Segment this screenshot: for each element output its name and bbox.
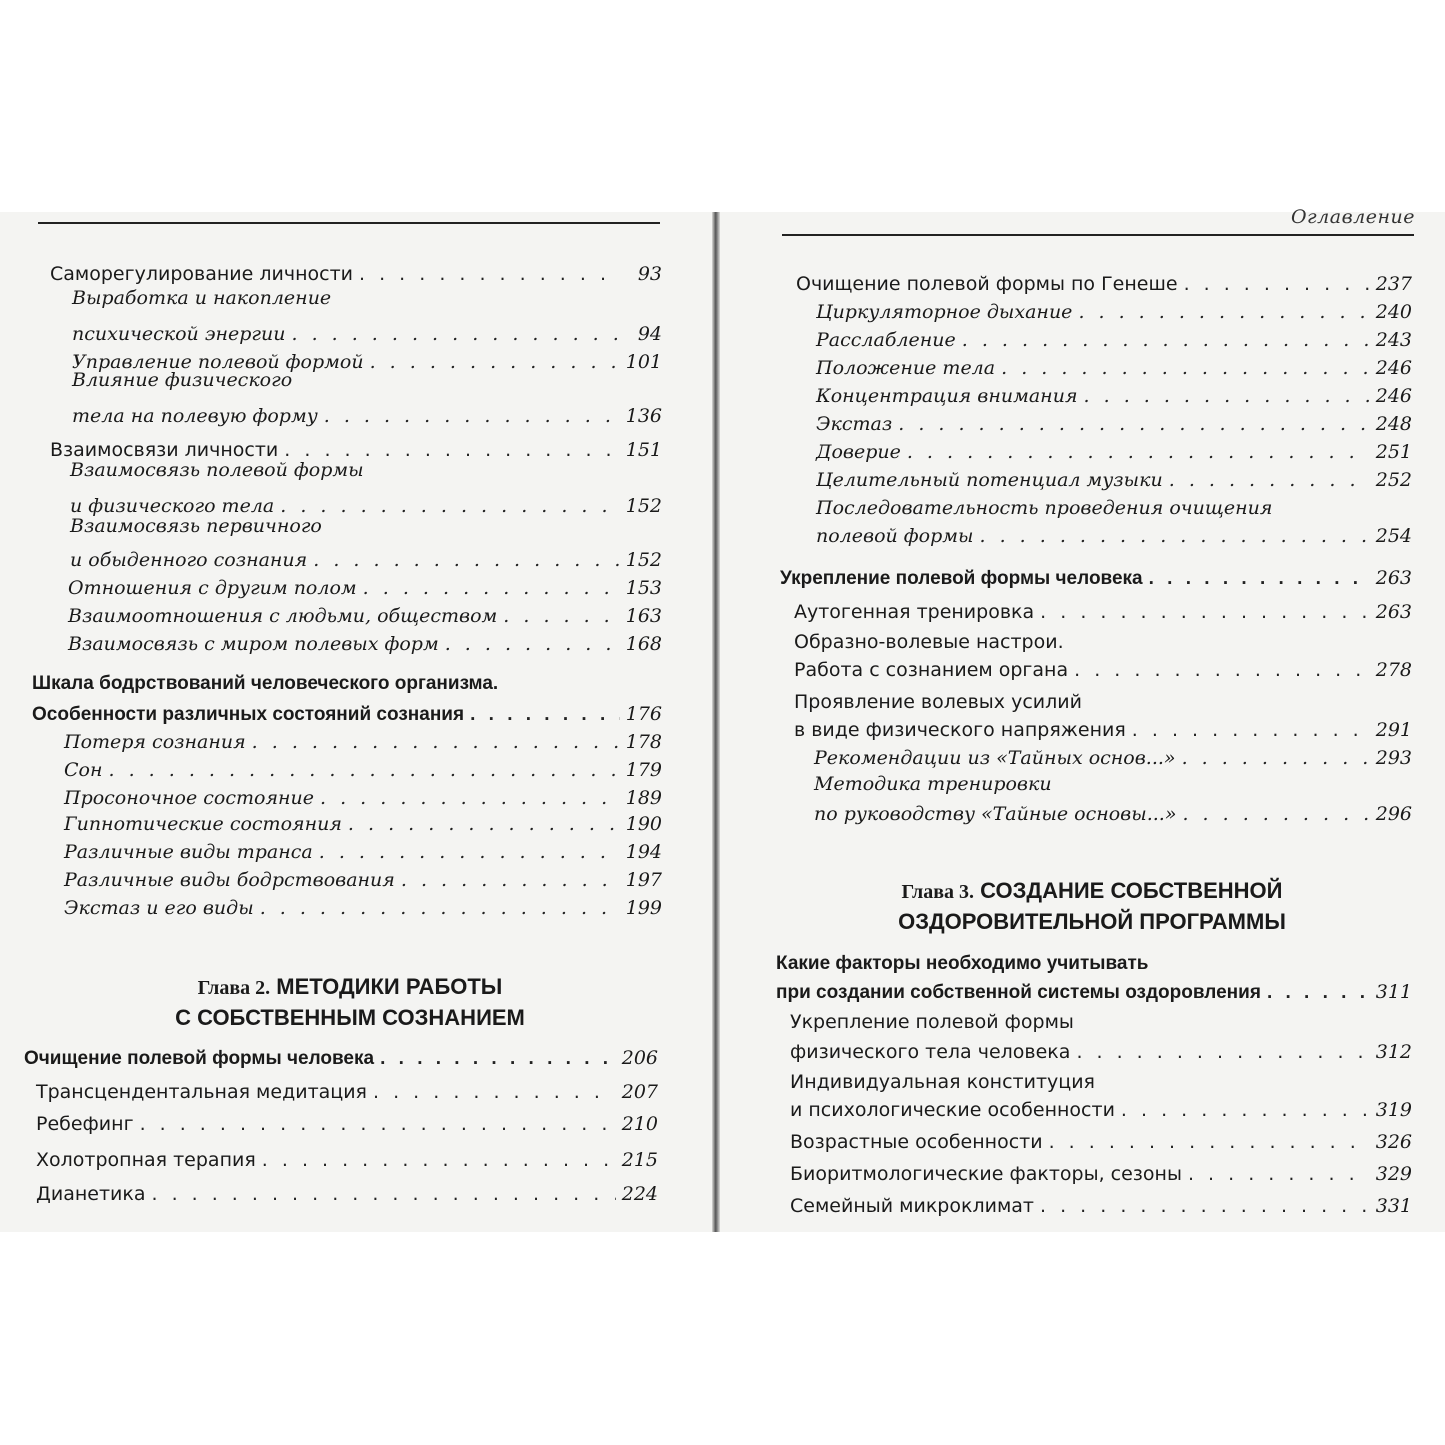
toc-entry[interactable]: Рекомендации из «Тайных основ...» . . . 293 [814, 746, 1412, 770]
toc-entry[interactable]: Холотропная терапия . . . 215 [36, 1148, 658, 1172]
header-rule [782, 234, 1414, 236]
chapter-title-line2: ОЗДОРОВИТЕЛЬНОЙ ПРОГРАММЫ [898, 909, 1286, 934]
toc-entry[interactable]: Дианетика . . . 224 [36, 1182, 658, 1206]
toc-entry[interactable]: физического тела человека . . . 312 [790, 1040, 1412, 1064]
toc-entry[interactable]: Ребефинг . . . 210 [36, 1112, 658, 1136]
chapter-heading [40, 972, 660, 1033]
toc-entry[interactable]: Различные виды транса . . . 194 [64, 840, 662, 864]
toc-entry[interactable]: и психологические особенности . . . 319 [790, 1098, 1412, 1122]
toc-entry[interactable]: и физического тела . . . 152 [70, 494, 662, 518]
toc-entry[interactable]: психической энергии . . . 94 [72, 322, 662, 346]
toc-entry[interactable]: Целительный потенциал музыки . . . 252 [816, 468, 1412, 492]
toc-entry[interactable]: Положение тела . . . 246 [816, 356, 1412, 380]
toc-entry[interactable]: Взаимосвязи личности . . . 151 [50, 438, 662, 462]
toc-entry-line1: Укрепление полевой формы [790, 1011, 1074, 1033]
toc-entry[interactable]: Доверие . . . 251 [816, 440, 1412, 464]
toc-entry[interactable]: Экстаз и его виды . . . 199 [64, 896, 662, 920]
toc-entry[interactable]: Потеря сознания . . . 178 [64, 730, 662, 754]
book-spread [0, 206, 1445, 1232]
book-gutter [712, 212, 720, 1232]
toc-entry-line1: Взаимосвязь полевой формы [70, 459, 364, 481]
running-head: Оглавление [1290, 206, 1415, 228]
chapter-title-line1: СОЗДАНИЕ СОБСТВЕННОЙ [980, 878, 1283, 903]
toc-entry[interactable]: и обыденного сознания . . . 152 [70, 548, 662, 572]
toc-entry[interactable]: Саморегулирование личности . . . 93 [50, 262, 662, 286]
toc-entry[interactable]: Аутогенная тренировка . . . 263 [794, 600, 1412, 624]
toc-entry[interactable]: Укрепление полевой формы человека . . . 263 [780, 566, 1412, 591]
toc-entry[interactable]: при создании собственной системы оздоровления . . . 311 [776, 980, 1412, 1005]
toc-entry[interactable]: в виде физического напряжения . . . 291 [794, 718, 1412, 742]
chapter-title-line1: МЕТОДИКИ РАБОТЫ [276, 974, 503, 999]
toc-entry[interactable]: Взаимосвязь с миром полевых форм . . . 168 [68, 632, 662, 656]
toc-entry[interactable]: Особенности различных состояний сознания . . . 176 [32, 702, 662, 727]
toc-entry[interactable]: Взаимоотношения с людьми, обществом . . . 163 [68, 604, 662, 628]
toc-entry-line1: Последовательность проведения очищения [816, 497, 1273, 519]
toc-entry[interactable]: Циркуляторное дыхание . . . 240 [816, 300, 1412, 324]
toc-entry[interactable]: тела на полевую форму . . . 136 [72, 404, 662, 428]
toc-entry[interactable]: Возрастные особенности . . . 326 [790, 1130, 1412, 1154]
right-page [722, 206, 1445, 1232]
toc-entry[interactable]: Очищение полевой формы человека . . . 206 [24, 1046, 658, 1071]
toc-entry[interactable]: Работа с сознанием органа . . . 278 [794, 658, 1412, 682]
toc-entry[interactable]: Управление полевой формой . . . 101 [72, 350, 662, 374]
toc-entry-line1: Индивидуальная конституция [790, 1071, 1095, 1093]
toc-entry-line1: Влияние физического [72, 369, 293, 391]
toc-entry-line1: Взаимосвязь первичного [70, 515, 322, 537]
toc-entry[interactable]: Различные виды бодрствования . . . 197 [64, 868, 662, 892]
toc-entry-line1: Образно-волевые настрои. [794, 631, 1064, 653]
toc-entry[interactable]: Семейный микроклимат . . . 331 [790, 1194, 1412, 1218]
toc-entry[interactable]: Биоритмологические факторы, сезоны . . . 329 [790, 1162, 1412, 1186]
chapter-heading [772, 876, 1412, 937]
toc-entry[interactable]: Сон . . . 179 [64, 758, 662, 782]
toc-entry[interactable]: Просоночное состояние . . . 189 [64, 786, 662, 810]
toc-entry[interactable]: по руководству «Тайные основы...» . . . 296 [814, 802, 1412, 826]
toc-entry[interactable]: Гипнотические состояния . . . 190 [64, 812, 662, 836]
left-page [0, 212, 715, 1232]
header-rule [38, 222, 660, 224]
toc-entry-line1: Выработка и накопление [72, 287, 332, 309]
chapter-label: Глава 2. [197, 977, 271, 999]
toc-entry[interactable]: Трансцендентальная медитация . . . 207 [36, 1080, 658, 1104]
toc-entry[interactable]: полевой формы . . . 254 [816, 524, 1412, 548]
toc-entry[interactable]: Расслабление . . . 243 [816, 328, 1412, 352]
toc-entry-line1: Шкала бодрствований человеческого организма. [32, 673, 499, 694]
toc-entry-line1: Какие факторы необходимо учитывать [776, 953, 1149, 974]
toc-entry[interactable]: Концентрация внимания . . . 246 [816, 384, 1412, 408]
chapter-label: Глава 3. [901, 881, 975, 903]
toc-entry-line1: Проявление волевых усилий [794, 691, 1082, 713]
chapter-title-line2: С СОБСТВЕННЫМ СОЗНАНИЕМ [175, 1005, 525, 1030]
toc-entry[interactable]: Экстаз . . . 248 [816, 412, 1412, 436]
toc-entry[interactable]: Отношения с другим полом . . . 153 [68, 576, 662, 600]
toc-entry-line1: Методика тренировки [814, 773, 1052, 795]
toc-entry[interactable]: Очищение полевой формы по Генеше . . . 237 [796, 272, 1412, 296]
